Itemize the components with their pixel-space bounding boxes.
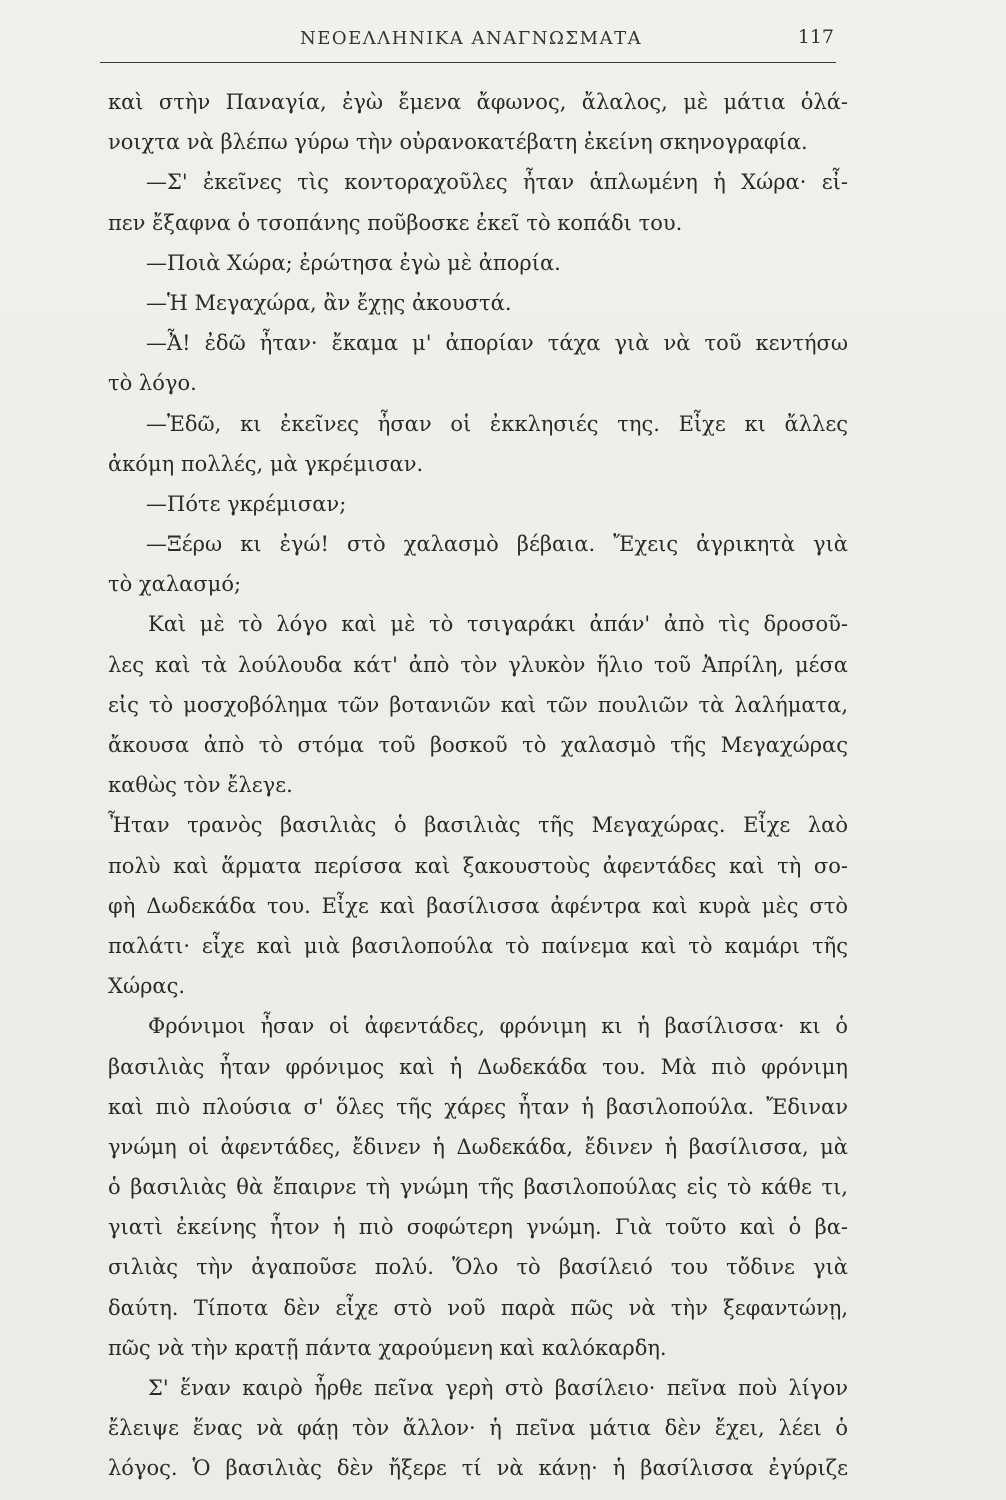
text-line: πῶς νὰ τὴν κρατῇ πάντα χαρούμενη καὶ καλόκαρδη. xyxy=(108,1335,667,1360)
text-line: ἄκουσα ἀπὸ τὸ στόμα τοῦ βοσκοῦ τὸ χαλασμὸ τῆς Μεγαχώρας xyxy=(108,733,848,757)
text-line: φὴ Δωδεκάδα του. Εἶχε καὶ βασίλισσα ἀφέντρα καὶ κυρὰ μὲς στὸ xyxy=(108,893,848,918)
text-line: γιατὶ ἐκείνης ἦτον ἡ πιὸ σοφώτερη γνώμη. Γιὰ τοῦτο καὶ ὁ βα- xyxy=(108,1215,848,1240)
text-line: —Ἡ Μεγαχώρα, ἂν ἔχῃς ἀκουστά. xyxy=(146,290,512,315)
text-line: βασιλιὰς ἦταν φρόνιμος καὶ ἡ Δωδεκάδα του. Μὰ πιὸ φρόνιμη xyxy=(108,1054,848,1079)
text-line: Ἦταν τρανὸς βασιλιὰς ὁ βασιλιὰς τῆς Μεγαχώρας. Εἶχε λαὸ xyxy=(108,813,848,838)
text-line: λόγος. Ὁ βασιλιὰς δὲν ἤξερε τί νὰ κάνῃ· ἡ βασίλισσα ἐγύριζε xyxy=(108,1456,848,1481)
text-line: —Πότε γκρέμισαν; xyxy=(146,491,347,516)
text-line: εἰς τὸ μοσχοβόλημα τῶν βοτανιῶν καὶ τῶν πουλιῶν τὰ λαλήματα, xyxy=(108,692,848,717)
text-line: ἀκόμη πολλές, μὰ γκρέμισαν. xyxy=(108,451,424,476)
text-line: πολὺ καὶ ἅρματα περίσσα καὶ ξακουστοὺς ἀφεντάδες καὶ τὴ σο- xyxy=(108,853,848,878)
text-line: —Σ' ἐκεῖνες τὶς κοντοραχοῦλες ἦταν ἁπλωμένη ἡ Χώρα· εἶ- xyxy=(146,170,848,195)
text-line: —Ἐδῶ, κι ἐκεῖνες ἦσαν οἱ ἐκκλησιές της. Εἶχε κι ἄλλες xyxy=(146,411,848,436)
text-line: Καὶ μὲ τὸ λόγο καὶ μὲ τὸ τσιγαράκι ἀπάν' ἀπὸ τὶς δροσοῦ- xyxy=(148,612,848,637)
text-line: Σ' ἕναν καιρὸ ἦρθε πεῖνα γερὴ στὸ βασίλειο· πεῖνα ποὺ λίγον xyxy=(148,1376,848,1400)
text-line: ὁ βασιλιὰς θὰ ἔπαιρνε τὴ γνώμη τῆς βασιλοπούλας εἰς τὸ κάθε τι, xyxy=(108,1175,848,1200)
text-line: Χώρας. xyxy=(108,974,186,999)
text-line: νοιχτα νὰ βλέπω γύρω τὴν οὐρανοκατέβατη ἐκείνη σκηνογραφία. xyxy=(108,130,808,155)
text-line: λες καὶ τὰ λούλουδα κάτ' ἀπὸ τὸν γλυκὸν ἥλιο τοῦ Ἀπρίλη, μέσα xyxy=(108,652,848,677)
text-line: καὶ στὴν Παναγία, ἐγὼ ἔμενα ἄφωνος, ἄλαλος, μὲ μάτια ὁλά- xyxy=(108,90,848,114)
text-line: δαύτη. Τίποτα δὲν εἶχε στὸ νοῦ παρὰ πῶς νὰ τὴν ξεφαντώνῃ, xyxy=(108,1295,848,1320)
text-line: —Ἆ! ἐδῶ ἦταν· ἔκαμα μ' ἀπορίαν τάχα γιὰ νὰ τοῦ κεντήσω xyxy=(146,331,848,356)
text-line: σιλιὰς τὴν ἀγαποῦσε πολύ. Ὅλο τὸ βασίλειό του τὄδινε γιὰ xyxy=(108,1255,848,1280)
text-line: —Ξέρω κι ἐγώ! στὸ χαλασμὸ βέβαια. Ἔχεις ἀγρικητὰ γιὰ xyxy=(146,532,848,557)
running-title: ΝΕΟΕΛΛΗΝΙΚΑ ΑΝΑΓΝΩΣΜΑΤΑ xyxy=(300,28,643,49)
text-line: παλάτι· εἶχε καὶ μιὰ βασιλοπούλα τὸ παίνεμα καὶ τὸ καμάρι τῆς xyxy=(108,933,848,958)
page-number: 117 xyxy=(797,26,834,48)
page-header xyxy=(100,22,836,63)
text-line: πεν ἔξαφνα ὁ τσοπάνης ποῦβοσκε ἐκεῖ τὸ κοπάδι του. xyxy=(108,210,683,235)
text-line: —Ποιὰ Χώρα; ἐρώτησα ἐγὼ μὲ ἀπορία. xyxy=(146,250,561,275)
text-line: τὸ χαλασμό; xyxy=(108,572,242,597)
text-line: ἔλειψε ἕνας νὰ φάῃ τὸν ἄλλον· ἡ πεῖνα μάτια δὲν ἔχει, λέει ὁ xyxy=(108,1416,848,1441)
body-text xyxy=(108,82,848,1489)
text-line: καθὼς τὸν ἔλεγε. xyxy=(108,773,293,798)
text-line: Φρόνιμοι ἦσαν οἱ ἀφεντάδες, φρόνιμη κι ἡ βασίλισσα· κι ὁ xyxy=(148,1014,848,1039)
text-line: γνώμη οἱ ἀφεντάδες, ἔδινεν ἡ Δωδεκάδα, ἔδινεν ἡ βασίλισσα, μὰ xyxy=(108,1134,848,1159)
text-line: καὶ πιὸ πλούσια σ' ὅλες τῆς χάρες ἦταν ἡ βασιλοπούλα. Ἔδιναν xyxy=(108,1094,848,1119)
text-line: τὸ λόγο. xyxy=(108,371,197,396)
